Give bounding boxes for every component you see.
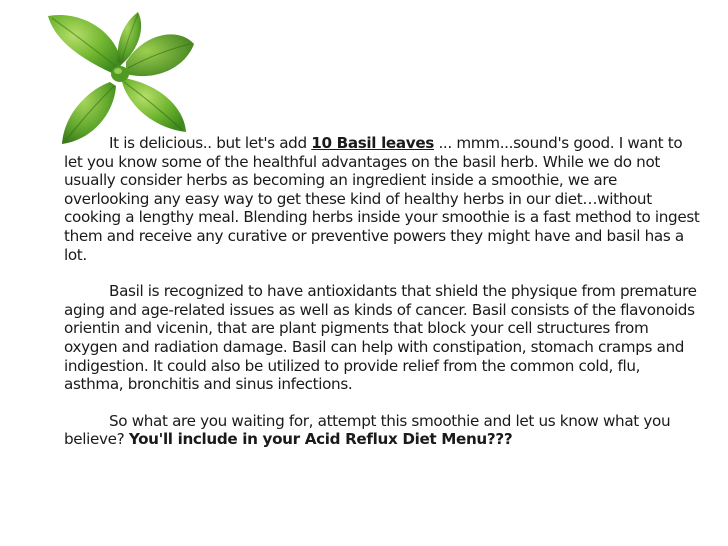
paragraph-intro-rest: ... mmm...sound's good. I want to let you know some of the healthful advantages on the basil herb. While we do not usually consider herbs as becoming an ingredient inside a smoothie, we are overlooking any easy way to get these kind of healthy herbs in our diet…without cooking a lengthy meal. Blending herbs inside your smoothie is a fast method to ingest them and receive any curative or preventive powers they might have and basil has a lot.	[64, 134, 700, 264]
paragraph-closing	[64, 412, 700, 449]
paragraph-benefits: Basil is recognized to have antioxidants that shield the physique from premature aging and age-related issues as well as kinds of cancer. Basil consists of the flavonoids orientin and vicenin, that are plant pigments that block your cell structures from oxygen and radiation damage. Basil can help with constipation, stomach cramps and indigestion. It could also be utilized to provide relief from the common cold, flu, asthma, bronchitis and sinus infections.	[64, 282, 697, 394]
paragraph-intro-lead: It is delicious.. but let's add	[109, 134, 312, 152]
body-text	[64, 134, 700, 467]
paragraph-intro	[64, 134, 700, 264]
paragraph-closing-lead: So what are you waiting for, attempt this smoothie and let us know what you believe?	[64, 411, 671, 449]
basil-leaves-icon	[18, 4, 208, 154]
acid-reflux-highlight: You'll include in your Acid Reflux Diet Menu???	[128, 430, 513, 449]
basil-leaves-highlight: 10 Basil leaves	[311, 134, 434, 152]
